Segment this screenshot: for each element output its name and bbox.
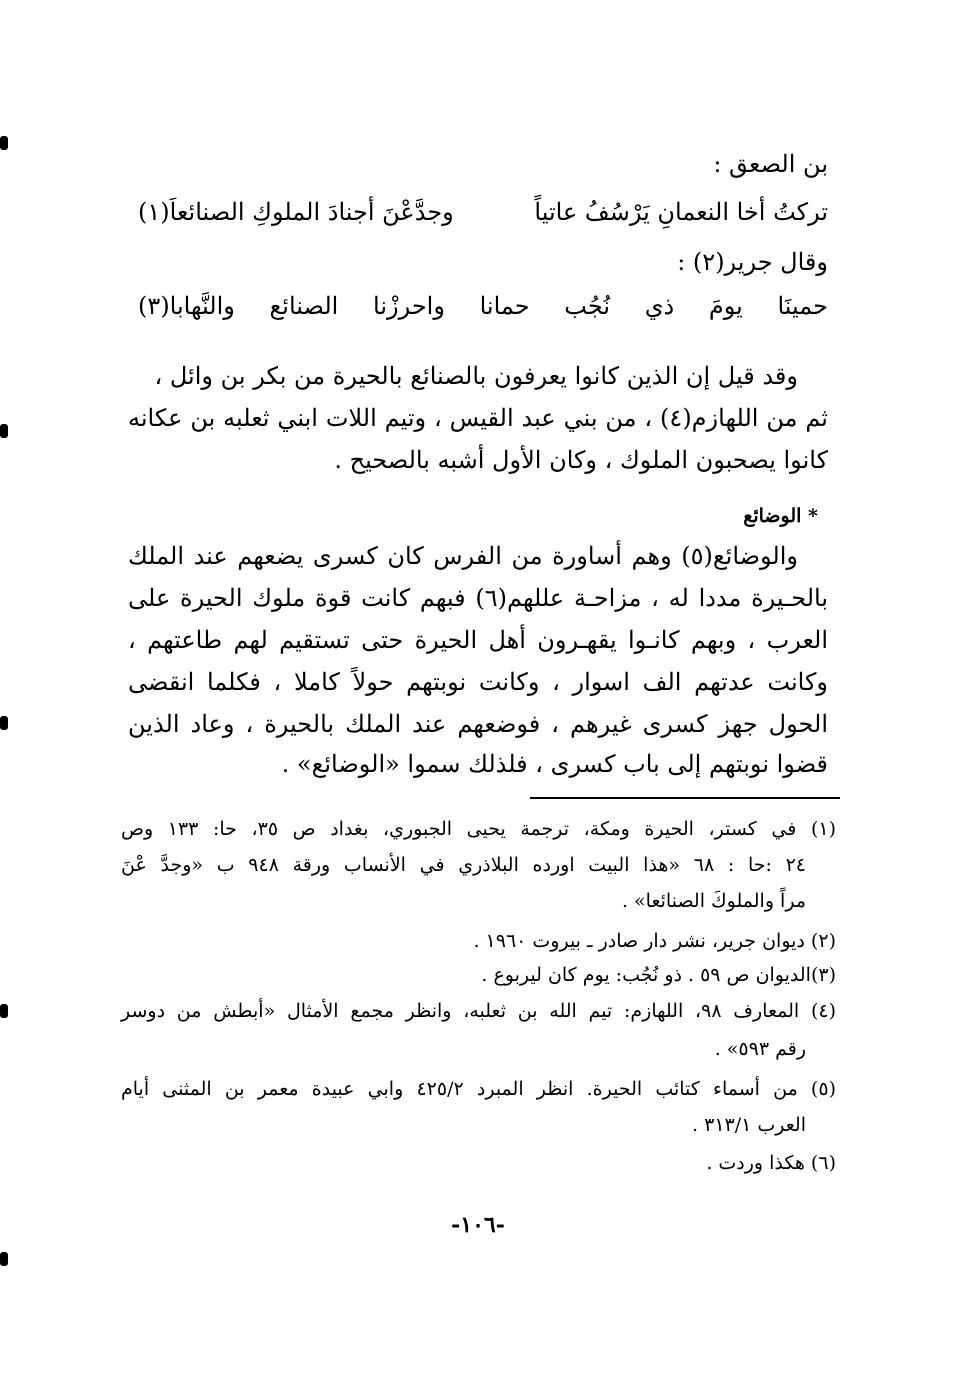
- scan-mark: [0, 1252, 8, 1266]
- verse-2-word: واحرزْنا: [373, 292, 445, 320]
- scan-mark: [0, 716, 8, 730]
- footnote-line: (١) في كستر، الحيرة ومكة، ترجمة يحيى الجبوري، بغداد ص ٣٥، حا: ١٣٣ وص: [121, 818, 837, 840]
- verse-2: [138, 288, 828, 324]
- verse-1-second-hemistich: وجدَّعْنَ أجنادَ الملوكِ الصنائعاَ(١): [138, 198, 454, 226]
- scan-mark: [0, 424, 8, 438]
- scan-mark: [0, 136, 8, 150]
- verse-2-word: حمانا: [479, 292, 530, 320]
- paragraph-1-line: ثم من اللهازم(٤) ، من بني عبد القيس ، وتيم اللات ابني ثعلبه بن عكانه: [128, 404, 828, 432]
- paragraph-2-line: بالحـيرة مددا له ، مزاحـة عللهم(٦) فبهم كانت قوة ملوك الحيرة على: [128, 584, 828, 612]
- section-heading: * الوضائع: [743, 505, 818, 527]
- footnote-line: العرب ٣١٣/١ .: [692, 1114, 806, 1136]
- intro-line: بن الصعق :: [713, 150, 828, 178]
- verse-1: [138, 194, 828, 230]
- verse-1-first-hemistich: تركتُ أخا النعمانِ يَرْسُفُ عاتياً: [534, 198, 828, 226]
- verse-2-word: الصنائع: [269, 292, 339, 320]
- jarir-intro: وقال جرير(٢) :: [677, 248, 828, 276]
- paragraph-2-line: الحول جهز كسرى غيرهم ، فوضعهم عند الملك بالحيرة ، وعاد الذين: [128, 710, 828, 738]
- paragraph-1-line: وقد قيل إن الذين كانوا يعرفون بالصنائع بالحيرة من بكر بن وائل ،: [154, 362, 798, 390]
- verse-2-word: حمينَا: [777, 292, 828, 320]
- verse-2-word: يومَ: [708, 292, 743, 320]
- paragraph-2-line: وكانت عدتهم الف اسوار ، وكانت نوبتهم حولاً كاملا ، فكلما انقضى: [128, 668, 828, 696]
- footnote-line: (٣)الديوان ص ٥٩ . ذو نُجُب: يوم كان ليربوع .: [481, 964, 836, 986]
- paragraph-2-line: العرب ، وبهم كانـوا يقهـرون أهل الحيرة حتى تستقيم لهم طاعتهم ،: [128, 626, 829, 654]
- page-number: -١٠٦-: [451, 1212, 505, 1238]
- footnote-line: (٤) المعارف ٩٨، اللهازم: تيم الله بن ثعلبه، وانظر مجمع الأمثال «أبطش من دوسر: [121, 1000, 836, 1022]
- paragraph-2-line: والوضائع(٥) وهم أساورة من الفرس كان كسرى يضعهم عند الملك: [128, 542, 798, 570]
- verse-2-word: والنَّهابا(٣): [138, 292, 235, 320]
- paragraph-2-line: قضوا نوبتهم إلى باب كسرى ، فلذلك سموا «الوضائع» .: [281, 750, 828, 778]
- scan-mark: [0, 1004, 8, 1018]
- footnote-line: (٢) ديوان جرير، نشر دار صادر ـ بيروت ١٩٦٠ .: [473, 930, 836, 952]
- footnote-line: رقم ٥٩٣» .: [714, 1038, 806, 1060]
- verse-2-word: ذي: [644, 292, 675, 320]
- footnote-line: ٢٤ :حا : ٦٨ «هذا البيت اورده البلاذري في الأنساب ورقة ٩٤٨ ب «وجدَّ عْنَ: [121, 854, 806, 876]
- footnote-line: مراً والملوكَ الصنائعا» .: [621, 890, 806, 912]
- footnote-rule: [530, 797, 840, 799]
- verse-2-word: نُجُب: [564, 292, 611, 320]
- footnote-line: (٥) من أسماء كتائب الحيرة. انظر المبرد ٤٢٥/٢ وابي عبيدة معمر بن المثنى أيام: [121, 1078, 836, 1100]
- paragraph-1-line: كانوا يصحبون الملوك ، وكان الأول أشبه بالصحيح .: [334, 446, 828, 474]
- footnote-line: (٦) هكذا وردت .: [706, 1152, 836, 1174]
